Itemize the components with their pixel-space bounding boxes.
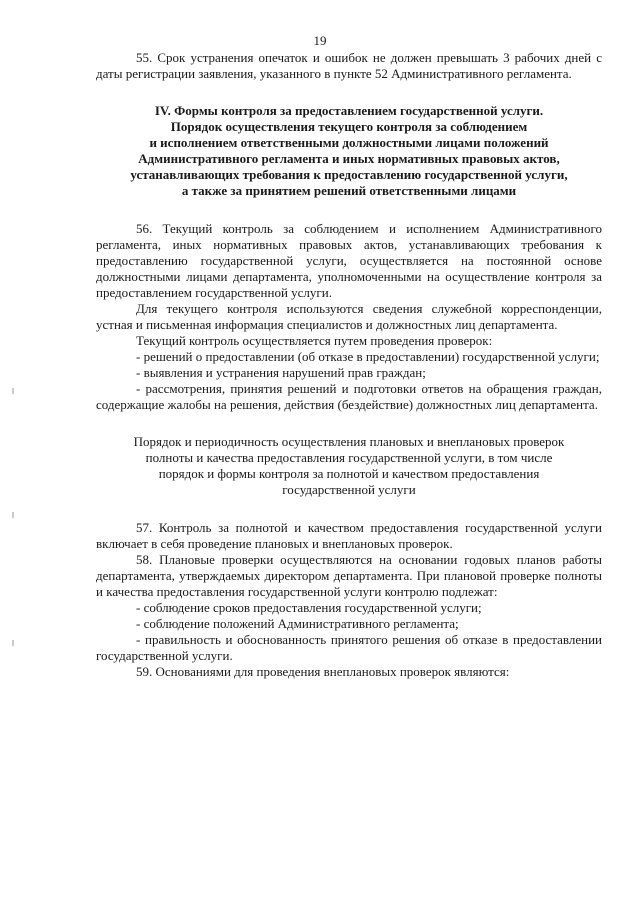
paragraph: - рассмотрения, принятия решений и подготовки ответов на обращения граждан, содержащие жалобы на решения, действия (бездействие) должностных лиц департамента. [96, 381, 602, 412]
paragraph: 57. Контроль за полнотой и качеством предоставления государственной услуги включает в себя проведение плановых и внеплановых проверок. [96, 520, 602, 551]
paragraph: - соблюдение сроков предоставления государственной услуги; [136, 600, 482, 615]
paragraph: Для текущего контроля используются сведения служебной корреспонденции, устная и письменная информация специалистов и должностных лиц департамента. [96, 301, 602, 332]
heading-line: государственной услуги [282, 482, 416, 497]
paragraph: - соблюдение положений Административного регламента; [136, 616, 459, 631]
spacer [96, 413, 602, 434]
paragraph: 56. Текущий контроль за соблюдением и исполнением Административного регламента, иных нормативных правовых актов, устанавливающих требования к предоставлению государственной услуги, осуществляется на постоянной основе должностными лицами департамента, уполномоченными на осуществление контроля за предоставлением государственной услуги. [96, 221, 602, 300]
page-number: 19 [313, 33, 327, 48]
spacer [96, 82, 602, 103]
spacer [96, 199, 602, 221]
heading-line: порядок и формы контроля за полнотой и качеством предоставления [158, 466, 540, 481]
heading-line: Административного регламента и иных нормативных правовых актов, [138, 151, 560, 166]
section-heading [96, 103, 602, 199]
scan-margin-mark [12, 388, 14, 394]
heading-line: и исполнением ответственными должностными лицами положений [149, 135, 549, 150]
heading-line: Порядок и периодичность осуществления плановых и внеплановых проверок [133, 434, 565, 449]
heading-line: IV. Формы контроля за предоставлением государственной услуги. [154, 103, 544, 118]
paragraph: - выявления и устранения нарушений прав граждан; [136, 365, 426, 380]
paragraph: 59. Основаниями для проведения внеплановых проверок являются: [136, 664, 510, 679]
paragraph: - правильность и обоснованность принятого решения об отказе в предоставлении государственной услуги. [96, 632, 602, 663]
paragraph: 58. Плановые проверки осуществляются на основании годовых планов работы департамента, утверждаемых директором департамента. При плановой проверке полноты и качества предоставления государственной услуги контролю подлежат: [96, 552, 602, 599]
scan-margin-mark [12, 512, 14, 518]
heading-line: полноты и качества предоставления государственной услуги, в том числе [145, 450, 553, 465]
paragraph: - решений о предоставлении (об отказе в предоставлении) государственной услуги; [136, 349, 600, 364]
subsection-heading [96, 434, 602, 498]
heading-line: а также за принятием решений ответственными лицами [181, 183, 517, 198]
heading-line: устанавливающих требования к предоставлению государственной услуги, [130, 167, 568, 182]
scan-margin-mark [12, 640, 14, 646]
spacer [96, 498, 602, 520]
document-body [96, 50, 602, 680]
heading-line: Порядок осуществления текущего контроля за соблюдением [170, 119, 528, 134]
paragraph: Текущий контроль осуществляется путем проведения проверок: [136, 333, 493, 348]
paragraph: 55. Срок устранения опечаток и ошибок не должен превышать 3 рабочих дней с даты регистрации заявления, указанного в пункте 52 Административного регламента. [96, 50, 602, 81]
